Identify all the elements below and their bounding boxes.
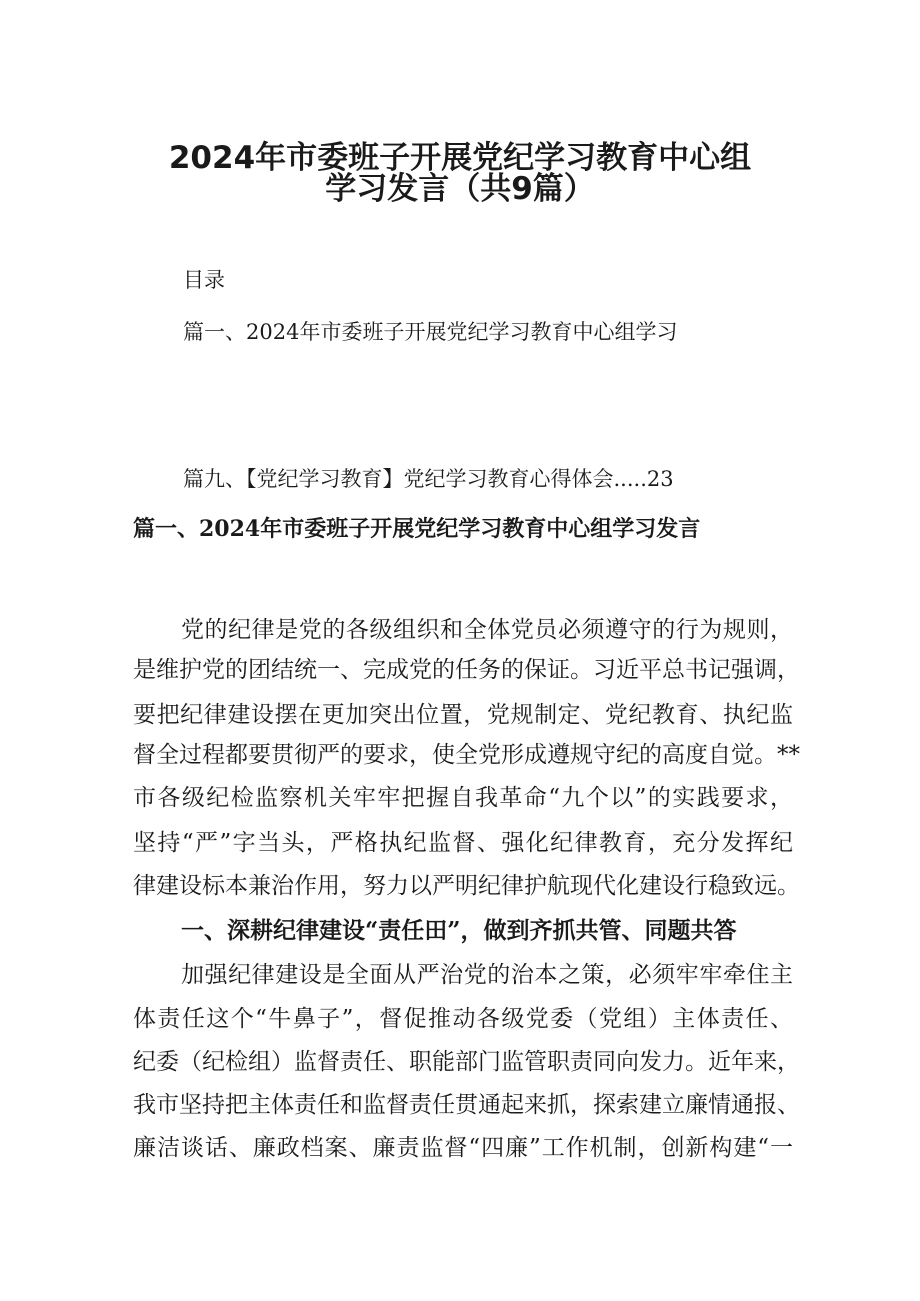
toc-heading: 目录 — [183, 268, 225, 292]
paragraph-2-line: 体责任这个“牛鼻子”，督促推动各级党委（党组）主体责任、 — [133, 1006, 793, 1032]
paragraph-2-line: 廉洁谈话、廉政档案、廉责监督“四廉”工作机制，创新构建“一 — [133, 1135, 793, 1161]
paragraph-1-line: 党的纪律是党的各级组织和全体党员必须遵守的行为规则， — [181, 617, 793, 643]
section-title: 篇一、2024年市委班子开展党纪学习教育中心组学习发言 — [133, 516, 701, 542]
subheading-1: 一、深耕纪律建设“责任田”，做到齐抓共管、同题共答 — [181, 917, 737, 944]
toc-item-1[interactable]: 篇一、2024年市委班子开展党纪学习教育中心组学习 — [183, 320, 678, 344]
paragraph-1-line: 律建设标本兼治作用，努力以严明纪律护航现代化建设行稳致远。 — [133, 873, 800, 899]
paragraph-2-line: 纪委（纪检组）监督责任、职能部门监管职责同向发力。近年来， — [133, 1049, 800, 1075]
document-title-line-2: 学习发言（共9篇） — [325, 171, 595, 207]
document-title-line-1: 2024年市委班子开展党纪学习教育中心组 — [168, 140, 752, 176]
paragraph-1-line: 坚持“严”字当头，严格执纪监督、强化纪律教育，充分发挥纪 — [133, 830, 793, 856]
paragraph-2-line: 我市坚持把主体责任和监督责任贯通起来抓，探索建立廉情通报、 — [133, 1092, 800, 1118]
paragraph-1-line: 督全过程都要贯彻严的要求，使全党形成遵规守纪的高度自觉。** — [133, 742, 800, 768]
toc-item-9[interactable]: 篇九、【党纪学习教育】党纪学习教育心得体会.....23 — [183, 467, 674, 491]
paragraph-1-line: 要把纪律建设摆在更加突出位置，党规制定、党纪教育、执纪监 — [133, 702, 793, 728]
paragraph-2-line: 加强纪律建设是全面从严治党的治本之策，必须牢牢牵住主 — [181, 962, 793, 988]
paragraph-1-line: 市各级纪检监察机关牢牢把握自我革命“九个以”的实践要求， — [133, 785, 793, 811]
paragraph-1-line: 是维护党的团结统一、完成党的任务的保证。习近平总书记强调， — [133, 657, 800, 683]
